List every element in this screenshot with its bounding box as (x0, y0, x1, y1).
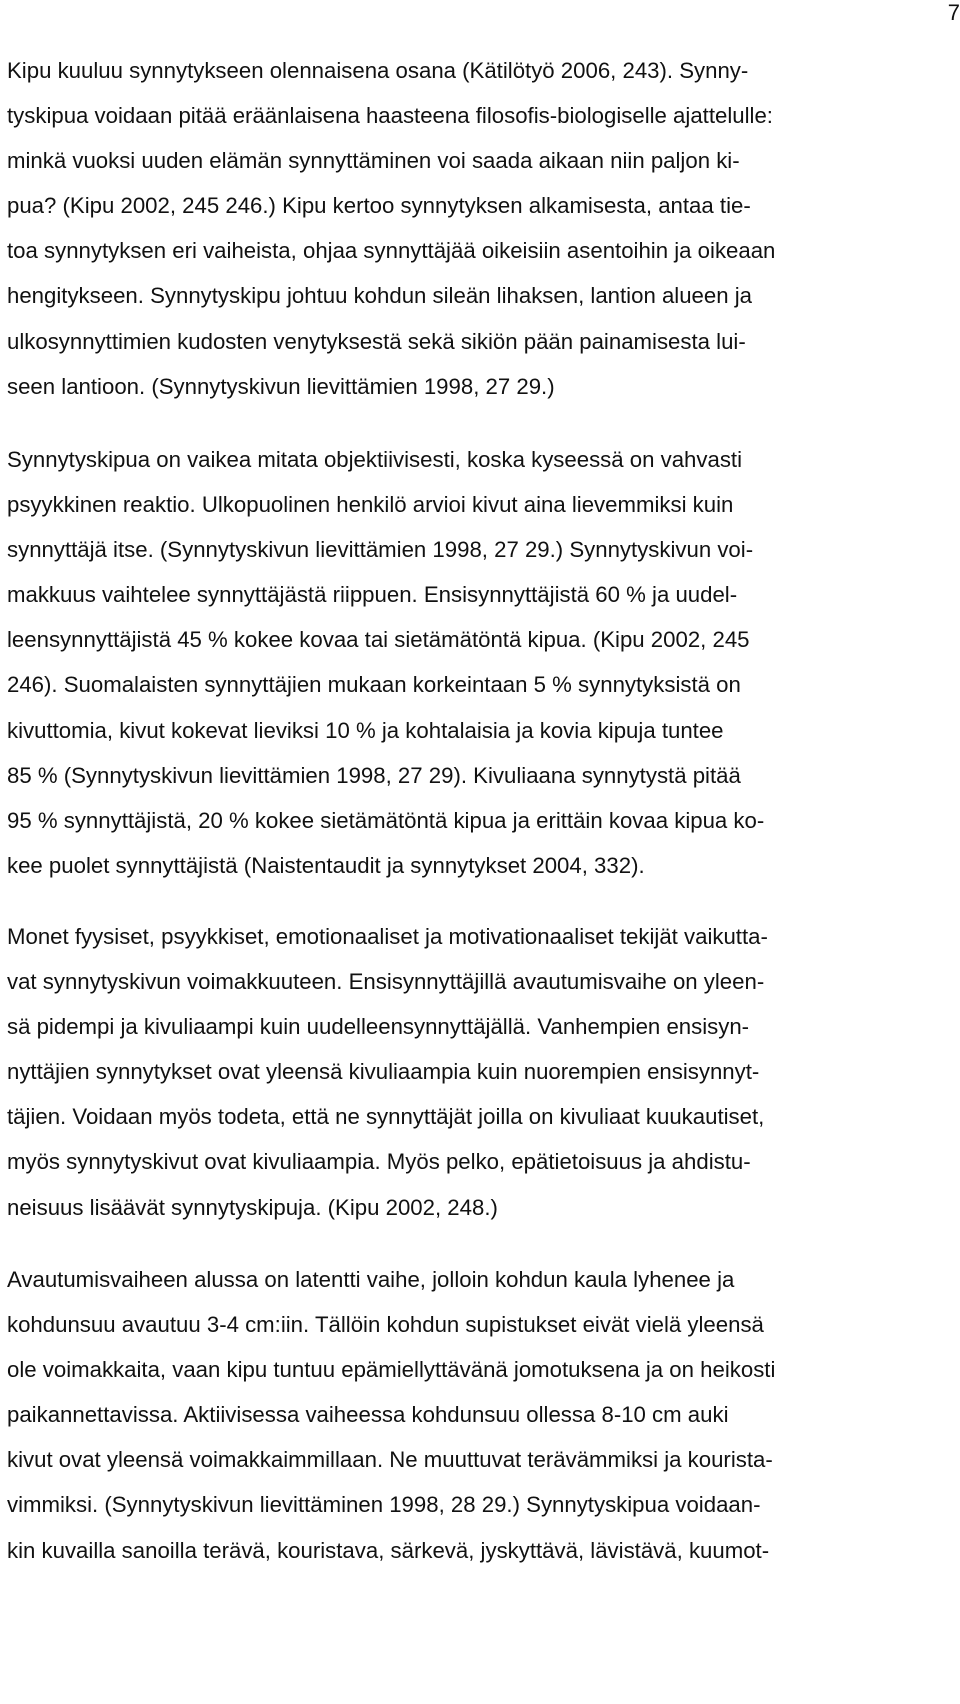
paragraph-pain-measurement (7, 437, 957, 888)
text-line: sä pidempi ja kivuliaampi kuin uudelleensynnyttäjällä. Vanhempien ensisyn- (7, 1014, 750, 1040)
text-line: ulkosynnyttimien kudosten venytyksestä sekä sikiön pään painamisesta lui- (7, 328, 746, 354)
text-line: pua? (Kipu 2002, 245 246.) Kipu kertoo synnytyksen alkamisesta, antaa tie- (7, 193, 751, 219)
text-line: myös synnytyskivut ovat kivuliaampia. Myös pelko, epätietoisuus ja ahdistu- (7, 1149, 751, 1175)
text-line: paikannettavissa. Aktiivisessa vaiheessa kohdunsuu ollessa 8-10 cm auki (7, 1402, 729, 1428)
paragraph-labor-pain-intro (7, 48, 957, 409)
paragraph-dilation-phase (7, 1257, 957, 1573)
text-line: vat synnytyskivun voimakkuuteen. Ensisynnyttäjillä avautumisvaihe on yleen- (7, 969, 765, 995)
text-line: Kipu kuuluu synnytykseen olennaisena osana (Kätilötyö 2006, 243). Synny- (7, 58, 749, 83)
text-line: Synnytyskipua on vaikea mitata objektiivisesti, koska kyseessä on vahvasti (7, 447, 743, 472)
text-line: ole voimakkaita, vaan kipu tuntuu epämiellyttävänä jomotuksena ja on heikosti (7, 1357, 776, 1383)
text-line: toa synnytyksen eri vaiheista, ohjaa synnyttäjää oikeisiin asentoihin ja oikeaan (7, 238, 776, 264)
text-line: seen lantioon. (Synnytyskivun lievittämien 1998, 27 29.) (7, 373, 555, 399)
text-line: hengitykseen. Synnytyskipu johtuu kohdun sileän lihaksen, lantion alueen ja (7, 283, 753, 309)
text-line: leensynnyttäjistä 45 % kokee kovaa tai sietämätöntä kipua. (Kipu 2002, 245 (7, 627, 750, 653)
paragraph-pain-factors (7, 914, 957, 1230)
text-line: vimmiksi. (Synnytyskivun lievittäminen 1998, 28 29.) Synnytyskipua voidaan- (7, 1492, 761, 1518)
text-line: kohdunsuu avautuu 3-4 cm:iin. Tällöin kohdun supistukset eivät vielä yleensä (7, 1312, 764, 1338)
text-line: 246). Suomalaisten synnyttäjien mukaan korkeintaan 5 % synnytyksistä on (7, 672, 741, 698)
text-line: 95 % synnyttäjistä, 20 % kokee sietämätöntä kipua ja erittäin kovaa kipua ko- (7, 807, 765, 833)
text-line: makkuus vaihtelee synnyttäjästä riippuen. Ensisynnyttäjistä 60 % ja uudel- (7, 582, 738, 608)
text-line: synnyttäjä itse. (Synnytyskivun lievittämien 1998, 27 29.) Synnytyskivun voi- (7, 537, 754, 563)
text-line: kivuttomia, kivut kokevat lieviksi 10 % ja kohtalaisia ja kovia kipuja tuntee (7, 717, 724, 743)
text-line: nyttäjien synnytykset ovat yleensä kivuliaampia kuin nuorempien ensisynnyt- (7, 1059, 760, 1085)
text-line: Avautumisvaiheen alussa on latentti vaihe, jolloin kohdun kaula lyhenee ja (7, 1267, 735, 1292)
text-line: Monet fyysiset, psyykkiset, emotionaaliset ja motivationaaliset tekijät vaikutta- (7, 924, 768, 949)
text-line: 85 % (Synnytyskivun lievittämien 1998, 27 29). Kivuliaana synnytystä pitää (7, 762, 741, 788)
text-line: tyskipua voidaan pitää eräänlaisena haasteena filosofis-biologiselle ajattelulle: (7, 103, 773, 129)
text-line: neisuus lisäävät synnytyskipuja. (Kipu 2002, 248.) (7, 1194, 498, 1220)
text-line: psyykkinen reaktio. Ulkopuolinen henkilö arvioi kivut aina lievemmiksi kuin (7, 492, 734, 518)
page-number: 7 (947, 0, 960, 25)
text-line: täjien. Voidaan myös todeta, että ne synnyttäjät joilla on kivuliaat kuukautiset, (7, 1104, 765, 1130)
text-line: minkä vuoksi uuden elämän synnyttäminen voi saada aikaan niin paljon ki- (7, 148, 740, 174)
text-line: kivut ovat yleensä voimakkaimmillaan. Ne muuttuvat terävämmiksi ja kouristа- (7, 1447, 773, 1473)
text-line: kee puolet synnyttäjistä (Naistentaudit ja synnytykset 2004, 332). (7, 852, 645, 878)
text-line: kin kuvailla sanoilla terävä, kouristava, särkevä, jyskyttävä, lävistävä, kuumot- (7, 1537, 770, 1563)
